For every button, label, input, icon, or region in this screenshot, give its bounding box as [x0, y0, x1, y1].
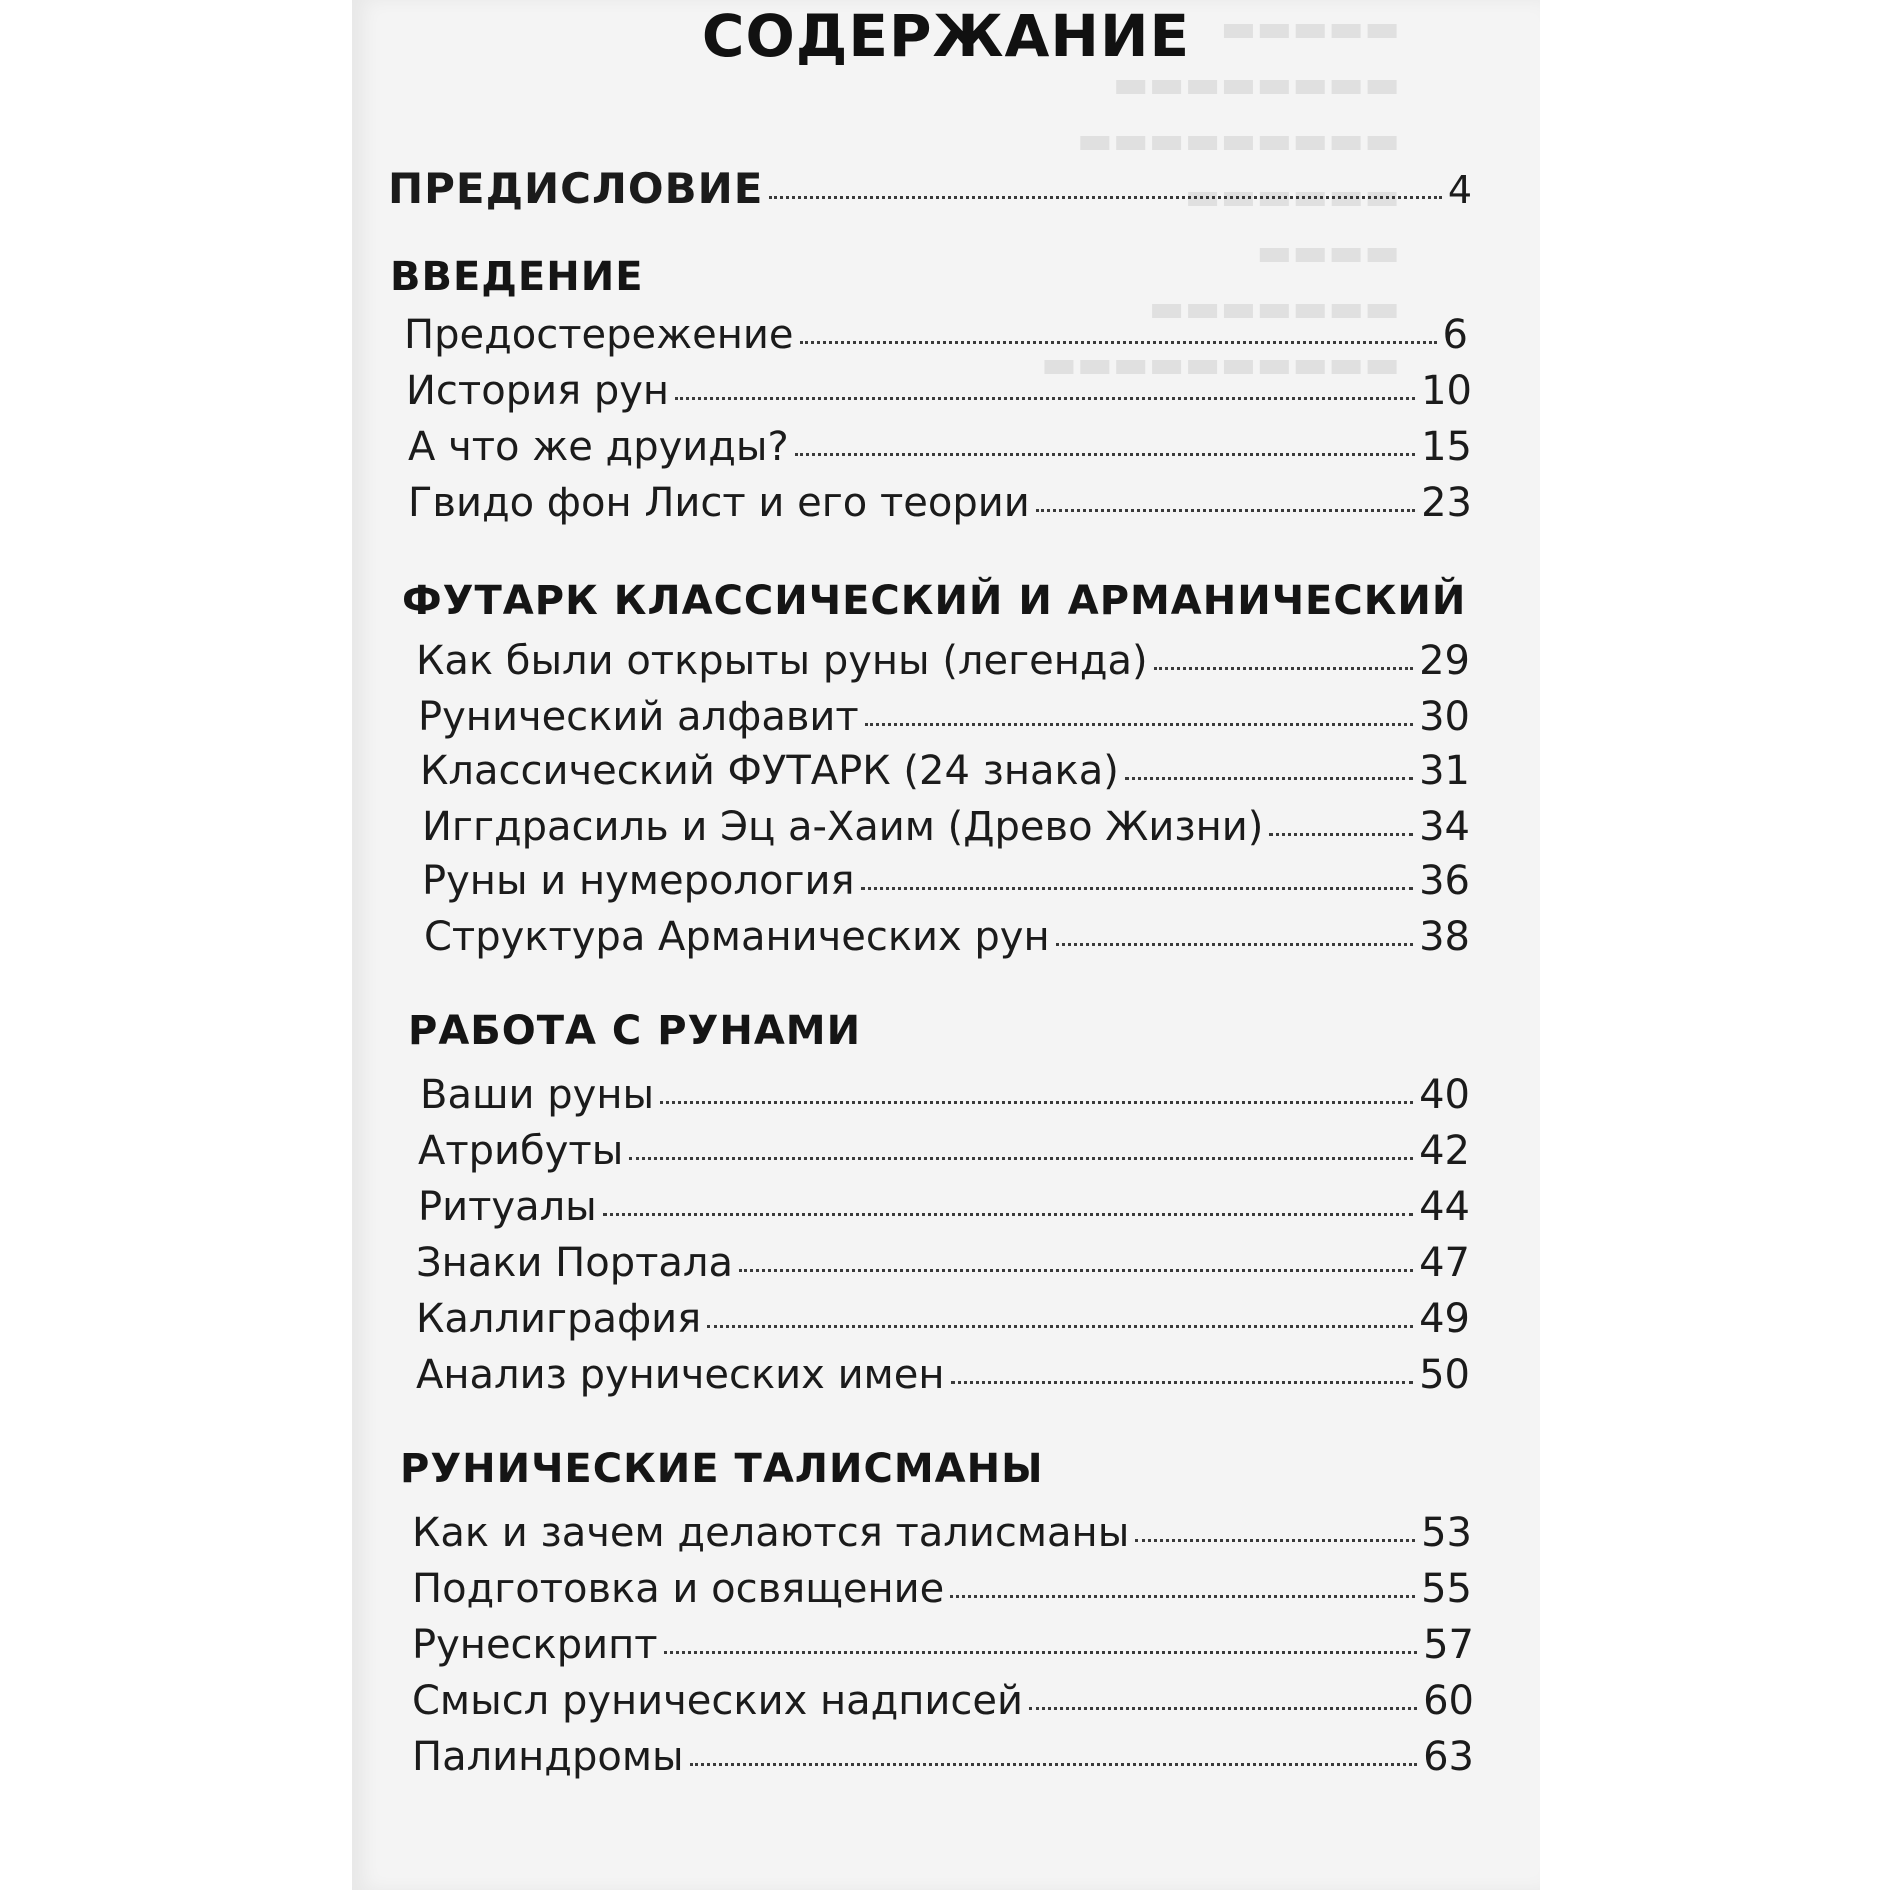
toc-entry[interactable]	[418, 1128, 1470, 1174]
toc-entry[interactable]	[416, 638, 1470, 684]
dot-leader	[865, 723, 1413, 726]
toc-entry[interactable]	[408, 480, 1472, 526]
dot-leader	[1269, 833, 1413, 836]
toc-entry[interactable]	[420, 1072, 1470, 1118]
section-heading: РУНИЧЕСКИЕ ТАЛИСМАНЫ	[400, 1446, 1044, 1492]
toc-entry-label: История рун	[406, 368, 670, 414]
toc-entry[interactable]	[416, 1296, 1470, 1342]
toc-entry-label: Каллиграфия	[416, 1296, 702, 1342]
dot-leader	[1036, 509, 1415, 512]
toc-entry[interactable]	[418, 694, 1470, 740]
toc-entry-label: Рунескрипт	[412, 1622, 658, 1668]
toc-entry-page: 47	[1419, 1240, 1470, 1286]
toc-entry-page: 63	[1423, 1734, 1474, 1780]
dot-leader	[795, 453, 1415, 456]
toc-entry-label: Смысл рунических надписей	[412, 1678, 1024, 1724]
dot-leader	[951, 1381, 1414, 1384]
toc-entry-label: Гвидо фон Лист и его теории	[408, 480, 1030, 526]
toc-entry[interactable]	[412, 1678, 1474, 1724]
toc-entry-label: Знаки Портала	[416, 1240, 734, 1286]
toc-entry-page: 50	[1419, 1352, 1470, 1398]
dot-leader	[629, 1157, 1413, 1160]
toc-entry-page: 29	[1419, 638, 1470, 684]
toc-entry[interactable]	[422, 804, 1470, 850]
toc-entry-page: 44	[1419, 1184, 1470, 1230]
toc-entry[interactable]	[422, 858, 1470, 904]
toc-entry-label: Руны и нумерология	[422, 858, 855, 904]
toc-entry-page: 60	[1423, 1678, 1474, 1724]
toc-entry-label: Иггдрасиль и Эц а-Хаим (Древо Жизни)	[422, 804, 1264, 850]
toc-entry-label: А что же друиды?	[408, 424, 789, 470]
toc-entry[interactable]	[412, 1622, 1474, 1668]
dot-leader	[1135, 1539, 1415, 1542]
toc-entry[interactable]	[412, 1734, 1474, 1780]
toc-entry-page: 42	[1419, 1128, 1470, 1174]
dot-leader	[675, 397, 1415, 400]
toc-entry-label: Подготовка и освящение	[412, 1566, 945, 1612]
toc-entry[interactable]	[418, 1184, 1470, 1230]
toc-entry-page: 23	[1421, 480, 1472, 526]
section-heading: РАБОТА С РУНАМИ	[408, 1008, 862, 1054]
toc-entry-page: 6	[1442, 312, 1468, 358]
toc-entry-page: 15	[1421, 424, 1472, 470]
toc-entry[interactable]	[406, 368, 1472, 414]
toc-entry-label: Рунический алфавит	[418, 694, 859, 740]
section-heading: ВВЕДЕНИЕ	[390, 254, 644, 300]
book-page	[352, 0, 1540, 1890]
dot-leader	[1056, 943, 1413, 946]
toc-entry-label: Как были открыты руны (легенда)	[416, 638, 1148, 684]
toc-entry[interactable]	[416, 1352, 1470, 1398]
toc-entry-page: 31	[1419, 748, 1470, 794]
dot-leader	[861, 887, 1414, 890]
page-title: СОДЕРЖАНИЕ	[701, 2, 1191, 70]
toc-entry-page: 34	[1419, 804, 1470, 850]
toc-entry-label: Ваши руны	[420, 1072, 655, 1118]
dot-leader	[1029, 1707, 1417, 1710]
toc-entry[interactable]	[416, 1240, 1470, 1286]
toc-entry-label: Атрибуты	[418, 1128, 624, 1174]
dot-leader	[950, 1595, 1415, 1598]
toc-entry[interactable]	[420, 748, 1470, 794]
dot-leader	[707, 1325, 1413, 1328]
toc-entry-page: 30	[1419, 694, 1470, 740]
toc-entry-page: 49	[1419, 1296, 1470, 1342]
show-through-text: ▬▬▬▬▬ ▬▬▬▬▬▬▬▬ ▬▬▬▬▬▬▬▬▬ ▬▬▬▬▬▬ ▬▬▬▬ ▬▬▬▬▬▬▬ ▬▬▬▬▬▬▬▬▬▬	[1040, 6, 1400, 386]
dot-leader	[664, 1651, 1418, 1654]
toc-entry-label: Классический ФУТАРК (24 знака)	[420, 748, 1119, 794]
dot-leader	[800, 341, 1437, 344]
toc-entry-label: Как и зачем делаются талисманы	[412, 1510, 1130, 1556]
toc-entry[interactable]	[408, 424, 1472, 470]
toc-entry-page: 38	[1419, 914, 1470, 960]
toc-entry-label: Предостережение	[404, 312, 794, 358]
toc-entry-page: 53	[1421, 1510, 1472, 1556]
toc-entry-page: 4	[1447, 168, 1472, 212]
toc-entry-page: 55	[1421, 1566, 1472, 1612]
dot-leader	[603, 1213, 1413, 1216]
toc-entry-preface[interactable]	[388, 164, 1472, 213]
toc-entry-label: ПРЕДИСЛОВИЕ	[388, 164, 764, 213]
dot-leader	[660, 1101, 1413, 1104]
toc-entry-page: 10	[1421, 368, 1472, 414]
toc-entry-page: 36	[1419, 858, 1470, 904]
toc-entry-label: Анализ рунических имен	[416, 1352, 945, 1398]
dot-leader	[739, 1269, 1413, 1272]
toc-entry-label: Палиндромы	[412, 1734, 684, 1780]
toc-entry[interactable]	[412, 1510, 1472, 1556]
toc-entry-page: 57	[1423, 1622, 1474, 1668]
dot-leader	[769, 196, 1441, 199]
toc-entry[interactable]	[404, 312, 1468, 358]
toc-entry-label: Структура Арманических рун	[424, 914, 1050, 960]
toc-entry[interactable]	[424, 914, 1470, 960]
dot-leader	[690, 1763, 1418, 1766]
dot-leader	[1125, 777, 1413, 780]
toc-entry-label: Ритуалы	[418, 1184, 597, 1230]
dot-leader	[1154, 667, 1413, 670]
toc-entry-page: 40	[1419, 1072, 1470, 1118]
section-heading: ФУТАРК КЛАССИЧЕСКИЙ И АРМАНИЧЕСКИЙ	[402, 578, 1467, 624]
toc-entry[interactable]	[412, 1566, 1472, 1612]
